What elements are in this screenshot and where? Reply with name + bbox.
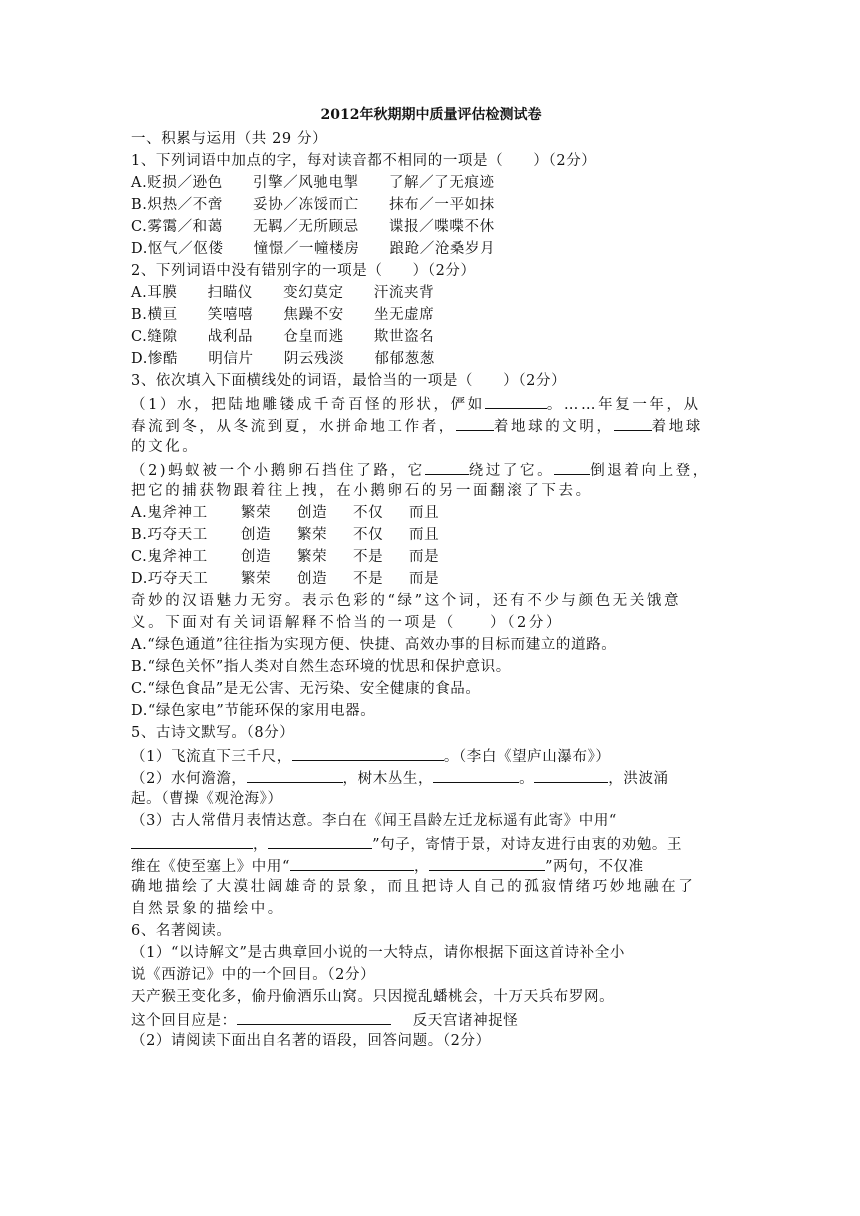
q3-passage1-line1 [131, 392, 731, 414]
q6-item2: （2）请阅读下面出自名著的语段，回答问题。（2分） [131, 1033, 491, 1049]
q5-item3-line2 [131, 832, 731, 854]
q5-text: ， [253, 837, 269, 853]
q3-passage2-text: （2)蚂蚁被一个小鹅卵石挡住了路，它 [131, 463, 425, 479]
fill-blank[interactable] [456, 414, 494, 431]
q3-option-word: 不仅 [353, 505, 384, 521]
q1-stem: 1、下列词语中加点的字，每对读音都不相同的一项是（ ）（2分） [131, 153, 597, 169]
q3-option-word: 而是 [409, 571, 440, 587]
q5-item1 [131, 744, 731, 766]
q3-option-c [131, 546, 731, 568]
q6-answer-line [131, 1008, 731, 1030]
q5-text: （1）飞流直下三千尺， [131, 749, 292, 765]
fill-blank[interactable] [554, 458, 590, 475]
q5-text: 。 [519, 771, 535, 787]
q6-item1-line2: 说《西游记》中的一个回目。（2分） [131, 967, 376, 983]
fill-blank[interactable] [247, 766, 343, 783]
fill-blank[interactable] [485, 392, 547, 409]
fill-blank[interactable] [433, 766, 519, 783]
q3-option-word: C.鬼斧神工 [131, 549, 208, 565]
q6-text: 这个回目应是： [131, 1013, 237, 1029]
q5-text: ”句子，寄情于景，对诗友进行由衷的劝勉。王 [372, 837, 683, 853]
fill-blank[interactable] [290, 854, 414, 871]
q2-option-b: B.横亘 笑嘻嘻 焦躁不安 坐无虚席 [131, 307, 435, 323]
q4-option-d: D.“绿色家电”节能环保的家用电器。 [131, 703, 376, 719]
q6-stem: 6、名著阅读。 [131, 923, 232, 939]
q3-option-word: 不是 [353, 549, 384, 565]
q5-text: ”两句，不仅准 [545, 859, 644, 875]
q3-option-word: B.巧夺天工 [131, 527, 208, 543]
fill-blank[interactable] [292, 744, 444, 761]
q3-passage1-text: 春流到冬，从冬流到夏，水拼命地工作者， [131, 419, 456, 435]
q1-option-c: C.雾霭／和蔼 无羁／无所顾忌 谍报／喋喋不休 [131, 219, 495, 235]
fill-blank[interactable] [268, 832, 372, 849]
fill-blank[interactable] [131, 832, 253, 849]
q3-option-a [131, 502, 731, 524]
fill-blank[interactable] [614, 414, 652, 431]
q3-stem: 3、依次填入下面横线处的词语，最恰当的一项是（ ）（2分） [131, 373, 567, 389]
q3-passage2-text: 倒退着向上登， [590, 463, 710, 479]
q2-option-a: A.耳膜 扫瞄仪 变幻莫定 汗流夹背 [131, 285, 435, 301]
q5-text: ，树木丛生， [342, 771, 434, 787]
q5-text: 。（李白《望庐山瀑布》） [443, 749, 611, 765]
q5-text: （2）水何澹澹， [131, 771, 247, 787]
q2-stem: 2、下列词语中没有错别字的一项是（ ）（2分） [131, 263, 476, 279]
q3-option-word: 繁荣 [241, 505, 272, 521]
q3-option-b [131, 524, 731, 546]
q5-item2-line2: 起。（曹操《观沧海》） [131, 791, 283, 807]
q3-passage1-text: 。……年复一年，从 [546, 397, 701, 413]
q3-option-word: 而且 [409, 505, 440, 521]
q3-passage2-line2: 把它的捕获物跟着往上拽，在小鹅卵石的另一面翻滚了下去。 [131, 483, 593, 499]
q4-option-b: B.“绿色关怀”指人类对自然生态环境的忧思和保护意识。 [131, 659, 511, 675]
q3-passage2-line1 [131, 458, 731, 480]
q5-text: 维在《使至塞上》中用“ [131, 859, 291, 875]
fill-blank[interactable] [237, 1008, 391, 1025]
section-heading: 一、积累与运用（共 29 分） [131, 131, 328, 147]
q5-text: ，洪波涌 [608, 771, 669, 787]
q3-option-word: 创造 [297, 505, 328, 521]
q6-item1-line1: （1）“以诗解文”是古典章回小说的一大特点，请你根据下面这首诗补全小 [131, 945, 625, 961]
q3-option-word: 繁荣 [241, 571, 272, 587]
q3-passage1-line3: 的文化。 [131, 439, 200, 455]
q4-option-a: A.“绿色通道”往往指为实现方便、快捷、高效办事的目标而建立的道路。 [131, 637, 617, 653]
q5-item3-line4: 确地描绘了大漠壮阔雄奇的景象，而且把诗人自己的孤寂情绪巧妙地融在了 [131, 879, 696, 895]
fill-blank[interactable] [534, 766, 608, 783]
exam-content [131, 104, 731, 1052]
q3-option-word: 创造 [297, 571, 328, 587]
q3-passage1-text: （1）水，把陆地雕镂成千奇百怪的形状，俨如 [131, 397, 485, 413]
fill-blank[interactable] [429, 854, 545, 871]
q5-item3-line1: （3）古人常借月表情达意。李白在《闻王昌龄左迁龙标遥有此寄》中用“ [131, 813, 617, 829]
q3-option-word: D.巧夺天工 [131, 571, 209, 587]
q3-option-word: A.鬼斧神工 [131, 505, 208, 521]
q3-passage1-text: 着地球的文明， [493, 419, 614, 435]
q4-intro-line2: 义。下面对有关词语解释不恰当的一项是（ ）（2分） [131, 615, 564, 631]
q3-option-word: 创造 [241, 549, 272, 565]
q1-option-d: D.怄气／伛偻 憧憬／一幢楼房 踉跄／沧桑岁月 [131, 241, 496, 257]
q2-option-d: D.惨酷 明信片 阴云残淡 郁郁葱葱 [131, 351, 435, 367]
q5-item3-line3 [131, 854, 731, 876]
fill-blank[interactable] [425, 458, 469, 475]
q3-option-word: 繁荣 [297, 549, 328, 565]
q3-option-d [131, 568, 731, 590]
q3-option-word: 不是 [353, 571, 384, 587]
q3-option-word: 而是 [409, 549, 440, 565]
q4-intro-line1: 奇妙的汉语魅力无穷。表示色彩的“绿”这个词，还有不少与颜色无关饿意 [131, 593, 682, 609]
q5-item2-line1 [131, 766, 731, 788]
q3-passage1-text: 着地球 [651, 419, 703, 435]
q5-stem: 5、古诗文默写。（8分） [131, 725, 295, 741]
q3-passage1-line2 [131, 414, 731, 436]
q3-option-word: 繁荣 [297, 527, 328, 543]
q3-option-word: 创造 [241, 527, 272, 543]
page-title: 2012年秋期期中质量评估检测试卷 [320, 107, 542, 123]
q1-option-b: B.炽热／不啻 妥协／冻馁而亡 抹布／一平如抹 [131, 197, 495, 213]
q3-option-word: 不仅 [353, 527, 384, 543]
q5-text: ， [414, 859, 430, 875]
q3-option-word: 而且 [409, 527, 440, 543]
q6-text: 反天宫诸神捉怪 [412, 1013, 519, 1029]
q6-poem: 天产猴王变化多，偷丹偷酒乐山窝。只因搅乱蟠桃会，十万天兵布罗网。 [131, 989, 615, 1005]
q1-option-a: A.贬损／逊色 引擎／风驰电掣 了解／了无痕迹 [131, 175, 495, 191]
q4-option-c: C.“绿色食品”是无公害、无污染、安全健康的食品。 [131, 681, 481, 697]
q2-option-c: C.缝隙 战利品 仓皇而逃 欺世盗名 [131, 329, 435, 345]
q5-item3-line5: 自然景象的描绘中。 [131, 901, 285, 917]
q3-passage2-text: 绕过了它。 [468, 463, 555, 479]
